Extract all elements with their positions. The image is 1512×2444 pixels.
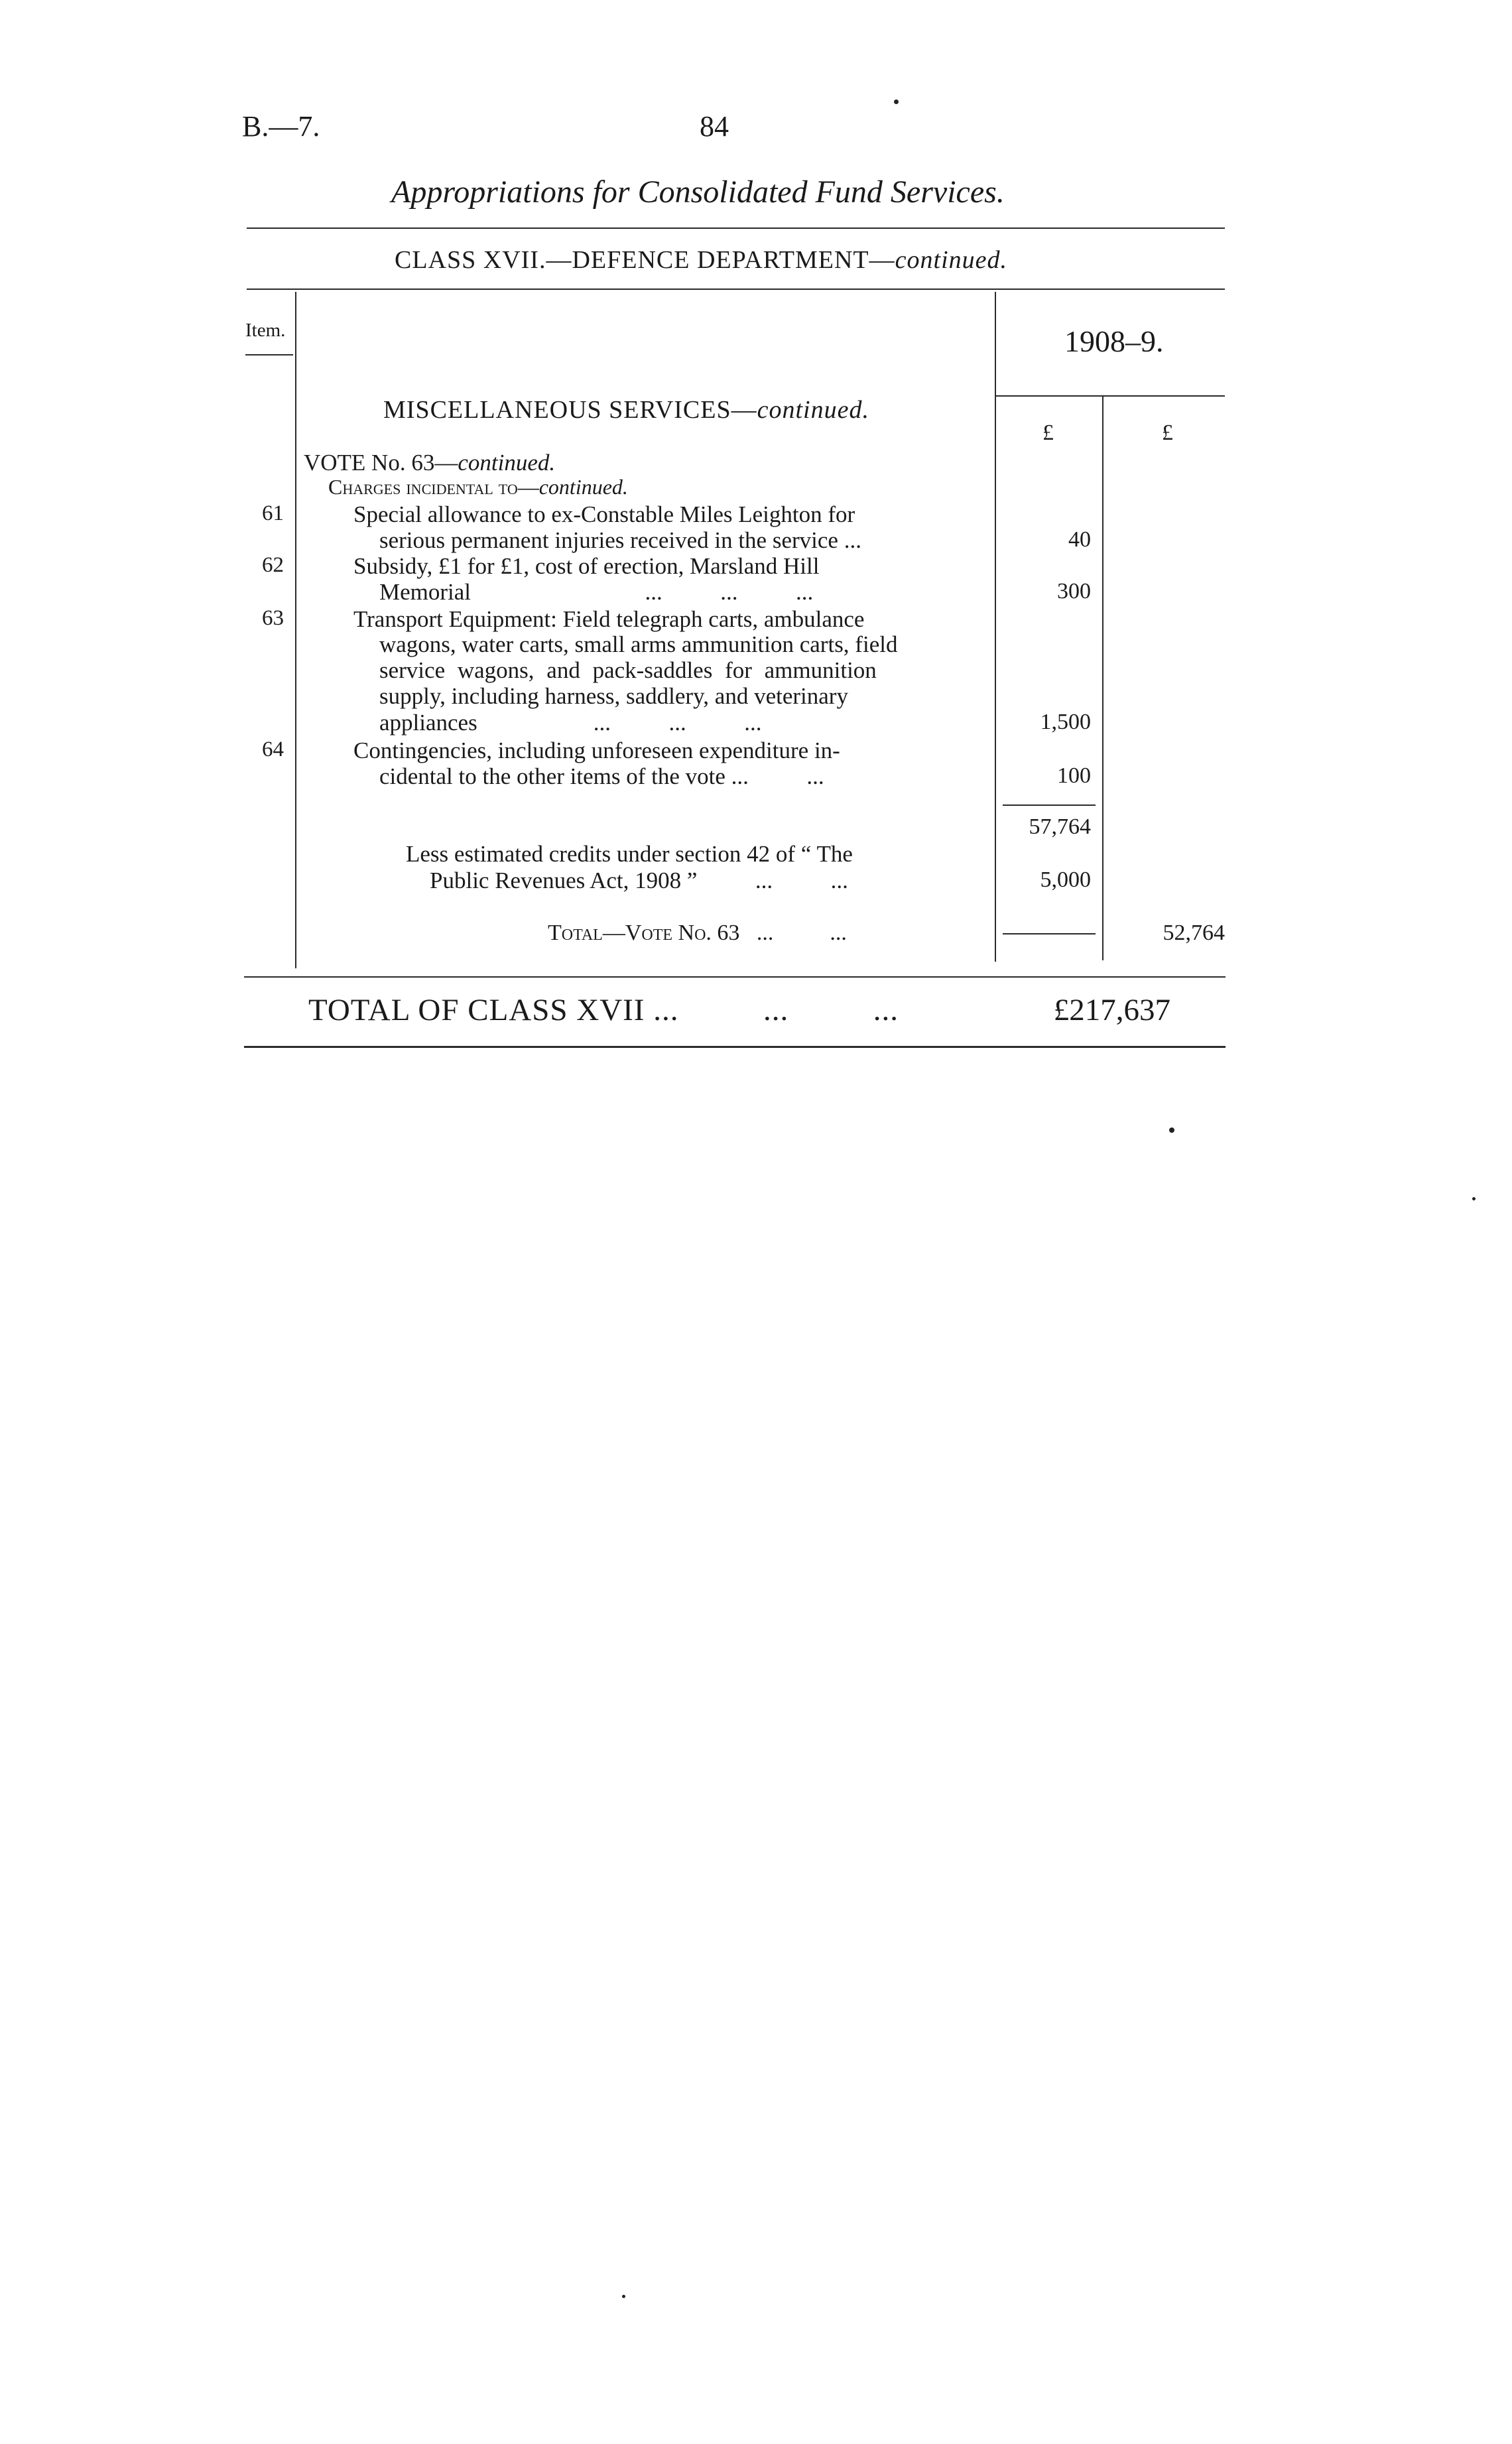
title-rule <box>247 227 1225 229</box>
currency-symbol-1: £ <box>1042 420 1054 445</box>
item-amount: 1,500 <box>1040 710 1091 734</box>
item-description-line: serious permanent injuries received in the service ... <box>379 527 861 553</box>
year-header-rule <box>995 395 1225 397</box>
subtotal-rule <box>1003 804 1096 806</box>
class-heading-rule <box>247 289 1225 290</box>
item-description-line: cidental to the other items of the vote ... ... <box>379 763 824 789</box>
scan-speck <box>622 2295 625 2298</box>
sub-heading-text: Charges incidental to— <box>328 475 539 499</box>
year-column-header: 1908–9. <box>1064 324 1164 358</box>
section-heading-suffix: continued. <box>757 396 869 424</box>
item-header-rule <box>245 354 293 355</box>
item-description-line: appliances ... ... ... <box>379 710 762 736</box>
item-amount: 100 <box>1057 763 1091 788</box>
page-ref: B.—7. <box>242 110 320 143</box>
credits-amount: 5,000 <box>1040 868 1091 892</box>
item-amount: 40 <box>1068 527 1091 552</box>
class-total-top-rule <box>244 976 1226 978</box>
item-amount: 300 <box>1057 579 1091 604</box>
class-total-bottom-rule <box>244 1046 1226 1048</box>
item-description-line: Memorial ... ... ... <box>379 579 814 605</box>
class-total-label: TOTAL OF CLASS XVII ... ... ... <box>308 993 899 1027</box>
vote-heading-text: VOTE No. 63— <box>304 450 458 476</box>
item-number: 62 <box>262 553 284 577</box>
item-description-line: Contingencies, including unforeseen expenditure in- <box>353 738 840 763</box>
item-description-line: Subsidy, £1 for £1, cost of erection, Marsland Hill <box>353 553 820 579</box>
item-description-line: Transport Equipment: Field telegraph carts, ambulance <box>353 606 865 632</box>
class-total-amount: £217,637 <box>1053 993 1170 1027</box>
class-heading-suffix: continued. <box>895 246 1007 274</box>
page-number: 84 <box>700 110 729 143</box>
total-vote-rule <box>1003 933 1096 934</box>
total-vote-amount: 52,764 <box>1163 921 1225 945</box>
item-number: 61 <box>262 501 284 525</box>
second-amount-divider <box>1102 397 1103 960</box>
credits-description-line: Public Revenues Act, 1908 ” ... ... <box>430 868 848 893</box>
class-heading <box>395 245 1007 275</box>
item-description-line: supply, including harness, saddlery, and veterinary <box>379 683 848 709</box>
item-number: 64 <box>262 738 284 761</box>
item-description-line: Special allowance to ex-Constable Miles Leighton for <box>353 501 855 527</box>
subtotal-amount: 57,764 <box>1029 814 1091 839</box>
credits-description-line: Less estimated credits under section 42 of “ The <box>406 841 853 867</box>
class-heading-text: CLASS XVII.—DEFENCE DEPARTMENT— <box>395 246 895 274</box>
item-column-divider <box>295 292 296 968</box>
item-description-line: wagons, water carts, small arms ammunition carts, field <box>379 631 898 657</box>
first-amount-divider <box>995 292 996 962</box>
scan-speck <box>894 99 899 104</box>
sub-heading <box>328 475 628 499</box>
page-title: Appropriations for Consolidated Fund Services. <box>391 174 1005 210</box>
sub-heading-suffix: continued. <box>538 475 628 499</box>
total-vote-label: Total—Vote No. 63 ... ... <box>548 921 847 945</box>
section-heading <box>383 395 869 424</box>
section-heading-text: MISCELLANEOUS SERVICES— <box>383 396 757 424</box>
vote-heading-suffix: continued. <box>458 450 556 476</box>
item-number: 63 <box>262 606 284 630</box>
item-description-line: service wagons, and pack-saddles for ammunition <box>379 657 877 683</box>
item-column-header: Item. <box>245 320 286 341</box>
scan-speck <box>1472 1197 1476 1200</box>
currency-symbol-2: £ <box>1162 420 1173 445</box>
vote-heading <box>304 450 555 476</box>
scan-speck <box>1169 1127 1174 1133</box>
